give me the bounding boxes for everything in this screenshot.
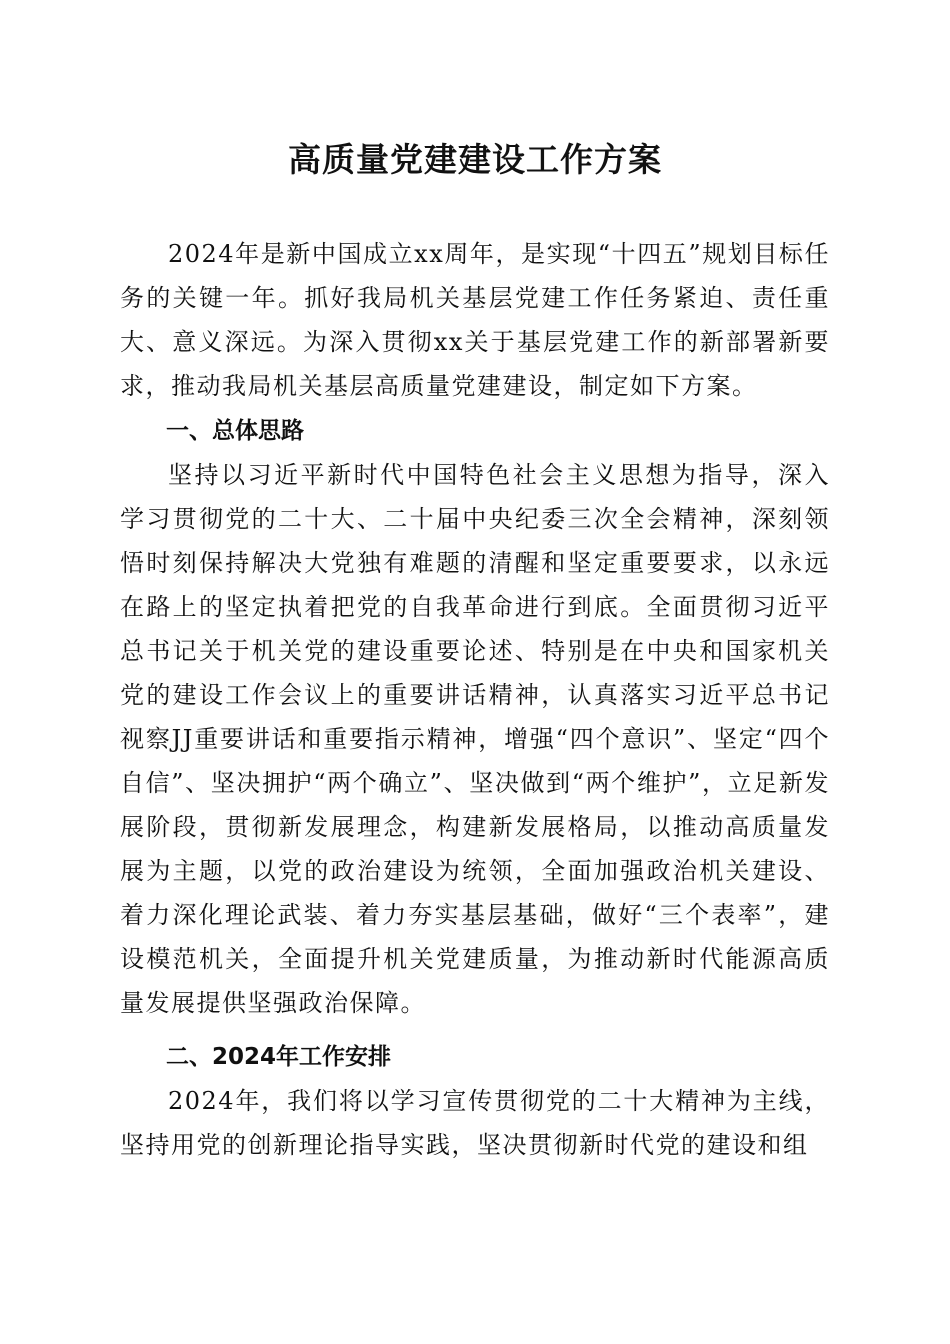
work-arrangement-paragraph: 2024年，我们将以学习宣传贯彻党的二十大精神为主线，坚持用党的创新理论指导实践，坚决贯彻新时代党的建设和组 — [120, 1087, 830, 1159]
document-title: 高质量党建建设工作方案 — [288, 140, 662, 179]
section-heading-work-arrangement: 二、2024年工作安排 — [166, 1044, 392, 1070]
intro-paragraph: 2024年是新中国成立xx周年，是实现“十四五”规划目标任务的关键一年。抓好我局机关基层党建工作任务紧迫、责任重大、意义深远。为深入贯彻xx关于基层党建工作的新部署新要求，推动我局机关基层高质量党建建设，制定如下方案。 — [120, 240, 830, 400]
overall-approach-paragraph: 坚持以习近平新时代中国特色社会主义思想为指导，深入学习贯彻党的二十大、二十届中央纪委三次全会精神，深刻领悟时刻保持解决大党独有难题的清醒和坚定重要要求，以永远在路上的坚定执着把党的自我革命进行到底。全面贯彻习近平总书记关于机关党的建设重要论述、特别是在中央和国家机关党的建设工作会议上的重要讲话精神，认真落实习近平总书记视察JJ重要讲话和重要指示精神，增强“四个意识”、坚定“四个自信”、坚决拥护“两个确立”、坚决做到“两个维护”，立足新发展阶段，贯彻新发展理念，构建新发展格局，以推动高质量发展为主题，以党的政治建设为统领，全面加强政治机关建设、着力深化理论武装、着力夯实基层基础，做好“三个表率”，建设模范机关，全面提升机关党建质量，为推动新时代能源高质量发展提供坚强政治保障。 — [120, 461, 830, 1017]
section-heading-overall-approach: 一、总体思路 — [166, 418, 304, 444]
